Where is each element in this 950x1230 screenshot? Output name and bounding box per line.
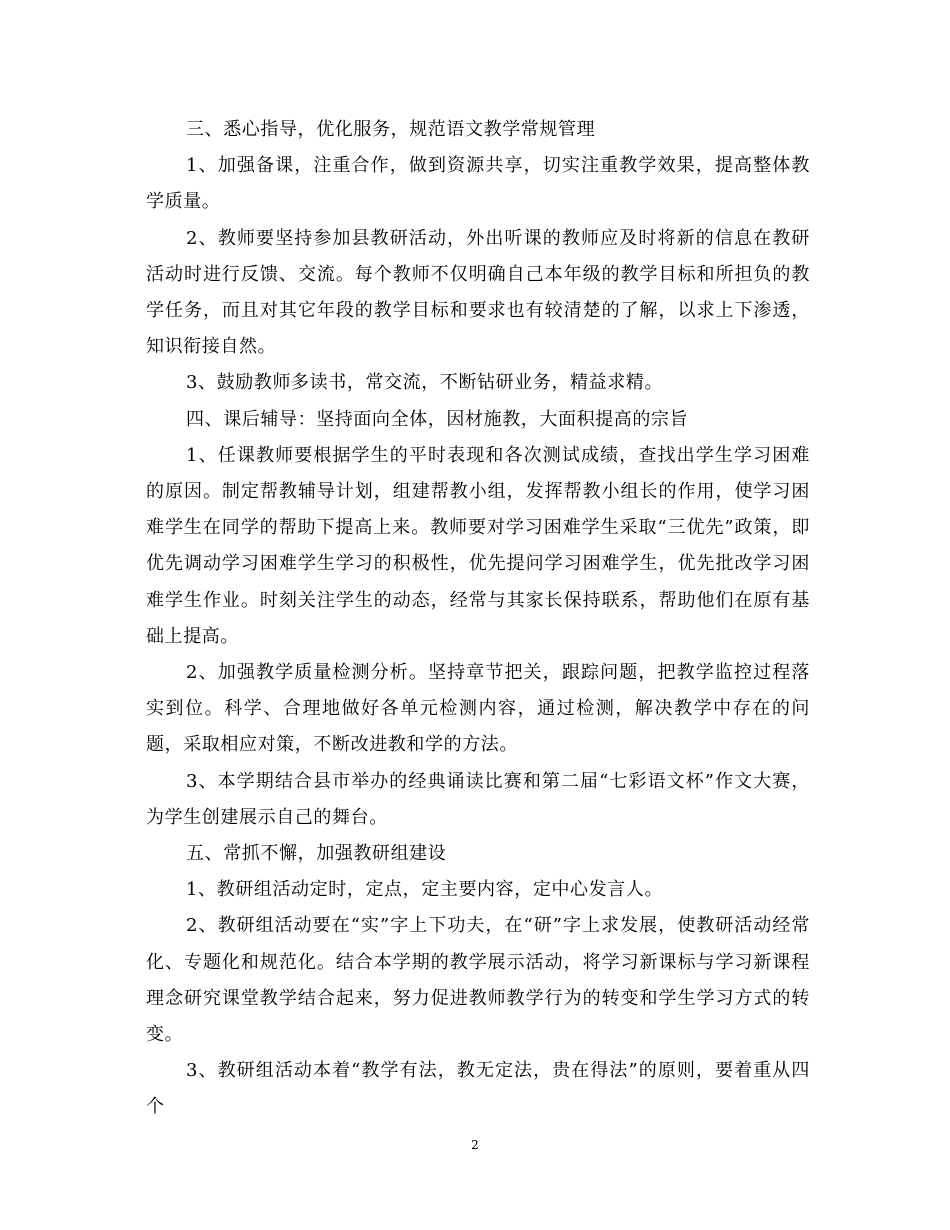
paragraph: 2、教研组活动要在“实”字上下功夫，在“研”字上求发展，使教研活动经常化、专题化和规范化。结合本学期的教学展示活动，将学习新课标与学习新课程理念研究课堂教学结合起来，努力促进教师教学行为的转变和学生学习方式的转变。 [146, 915, 810, 1046]
page-number: 2 [471, 1138, 479, 1152]
paragraph: 2、加强教学质量检测分析。坚持章节把关，跟踪问题，把教学监控过程落实到位。科学、合理地做好各单元检测内容，通过检测，解决教学中存在的问题，采取相应对策，不断改进教和学的方法。 [146, 662, 810, 756]
section-heading-3: 三、悉心指导，优化服务，规范语文教学常规管理 [186, 119, 596, 140]
paragraph: 3、本学期结合县市举办的经典诵读比赛和第二届“七彩语文杯”作文大赛，为学生创建展示自己的舞台。 [146, 770, 810, 828]
paragraph: 1、教研组活动定时，定点，定主要内容，定中心发言人。 [186, 879, 664, 901]
paragraph: 3、教研组活动本着“教学有法，教无定法，贵在得法”的原则，要着重从四个 [146, 1060, 810, 1118]
paragraph: 2、教师要坚持参加县教研活动，外出听课的教师应及时将新的信息在教研活动时进行反馈、交流。每个教师不仅明确自己本年级的教学目标和所担负的教学任务，而且对其它年段的教学目标和要求也有较清楚的了解，以求上下渗透，知识衔接自然。 [146, 227, 810, 358]
paragraph: 3、鼓励教师多读书，常交流，不断钻研业务，精益求精。 [186, 372, 664, 394]
section-heading-4: 四、课后辅导：坚持面向全体，因材施教，大面积提高的宗旨 [186, 408, 689, 430]
paragraph: 1、加强备课，注重合作，做到资源共享，切实注重教学效果，提高整体教学质量。 [146, 155, 810, 213]
body-text [146, 112, 810, 1126]
section-heading-5: 五、常抓不懈，加强教研组建设 [186, 843, 447, 865]
paragraph: 1、任课教师要根据学生的平时表现和各次测试成绩，查找出学生学习困难的原因。制定帮教辅导计划，组建帮教小组，发挥帮教小组长的作用，使学习困难学生在同学的帮助下提高上来。教师要对学习困难学生采取“三优先”政策，即优先调动学习困难学生学习的积极性，优先提问学习困难学生，优先批改学习困难学生作业。时刻关注学生的动态，经常与其家长保持联系，帮助他们在原有基础上提高。 [146, 444, 810, 647]
